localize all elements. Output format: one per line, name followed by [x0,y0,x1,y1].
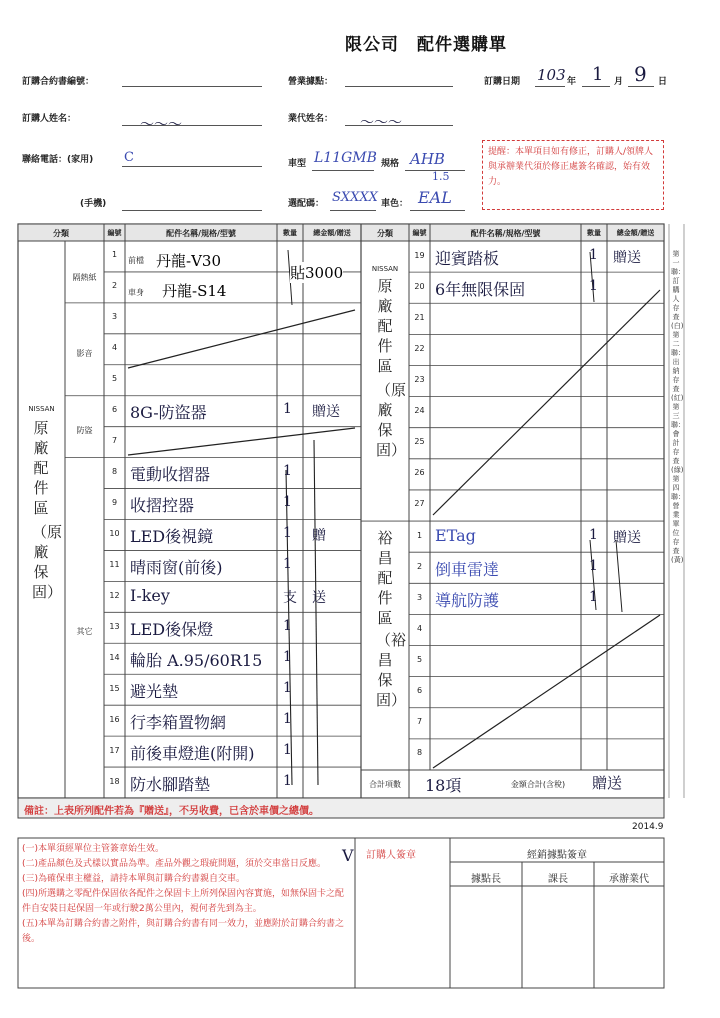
table-row [104,705,361,736]
row-number: 23 [414,375,425,385]
branch-label: 營業據點： [288,77,334,87]
row-number: 6 [416,686,423,696]
spec-value: AHB [410,150,445,168]
table-row [409,708,664,739]
row-amount: 贈送 [613,529,641,546]
order-date-day: 9 [634,62,647,86]
row-number: 7 [111,436,118,446]
row-part-name: 輪胎 A.95/60R15 [130,650,263,670]
customer-label: 訂購人姓名： [22,114,77,124]
row-number: 1 [416,530,423,540]
row-number: 12 [109,590,120,600]
right-a-subtitle: （原廠保固） [376,381,407,459]
row-number: 6 [111,405,118,415]
header-qty-right: 數量 [587,229,601,237]
table-row [104,489,361,520]
row-number: 8 [416,748,423,758]
table-row [104,458,361,489]
table-row [409,614,664,645]
row-number: 5 [416,655,423,665]
table-row [409,397,664,428]
row-qty: 1 [283,401,292,418]
row-part-name: LED後視鏡 [130,526,214,546]
header-qty-left: 數量 [283,229,297,237]
table-row [104,520,361,551]
row-qty: 1 [283,772,292,789]
row-part-name: 8G-防盜器 [130,403,207,423]
header-amount-left: 總金額/贈送 [313,229,351,237]
header-number-right: 編號 [412,229,427,237]
row-amount: 贈送 [613,249,641,266]
table-row [409,365,664,396]
row-qty: 1 [589,246,598,263]
sales-rep-label: 承辦業代 [609,874,649,885]
term-5: (五)本單為訂購合約書之附件，與訂購合約書有同一效力，並應附於訂購合約書之後。 [22,919,345,944]
row-part-name: 6年無限保固 [435,279,526,299]
row-number: 2 [416,561,423,571]
form-version: 2014.9 [632,822,664,832]
row-number: 13 [109,621,120,631]
row-number: 3 [416,592,423,602]
row-number: 1 [111,250,118,260]
row-number: 15 [109,683,120,693]
row-qty: 支 [283,589,297,606]
color-value: EAL [418,188,452,207]
row-number: 19 [414,250,425,260]
table-row [104,643,361,674]
subcategory-audio: 影音 [76,349,93,358]
right-b-subtitle: （裕昌保固） [376,631,407,709]
order-date-month: 1 [592,64,604,85]
table-row [104,736,361,767]
row-qty: 1 [283,524,292,541]
header-part-name-left: 配件名稱/規格/型號 [166,229,236,238]
header-number-left: 編號 [107,229,122,237]
remark-text: 備註：上表所列配件若為『贈送』，不另收費，已含於車價之總價。 [24,806,319,817]
table-row [409,272,664,303]
table-row [409,490,664,521]
buyer-signature-area[interactable] [356,862,449,987]
row-number: 8 [111,467,118,477]
month-suffix: 月 [614,77,624,87]
page-title: 限公司 配件選購單 [345,35,507,55]
row-qty: 1 [283,648,292,665]
left-section-title: 原廠配件區 [33,419,49,517]
row-part-name: 迎賓踏板 [435,248,500,268]
row-number: 26 [414,468,425,478]
side-copy-text: 第一聯：訂購人存查(白) 第二聯：出納存查(紅) 第三聯：會計存查(綠) 第四聯：營業單位存查(黃) [671,250,685,564]
table-row [409,303,664,334]
term-3: (三)為確保車主權益，請持本單與訂購合約書親自交車。 [22,874,246,884]
row-qty: 1 [283,494,292,511]
row-number: 4 [111,343,118,353]
table-row [409,646,664,677]
agent-value: ～～～ [360,115,402,131]
table-row [104,674,361,705]
row-number: 24 [414,406,425,416]
table-row [104,550,361,581]
table-row [409,334,664,365]
row-number: 9 [111,498,118,508]
table-row [104,365,361,396]
row-prefix-front: 前檔 [128,256,144,265]
table-row [409,739,664,770]
phone-home-value: C [124,150,134,165]
table-row [409,459,664,490]
row-part-name: 晴雨窗(前後) [130,557,223,577]
table-row [409,552,664,583]
row-number: 3 [111,312,118,322]
header-category-left: 分類 [53,229,69,238]
contract-no-label: 訂購合約書編號： [22,77,95,87]
table-row [409,521,664,552]
table-row [409,428,664,459]
term-1: (一)本單須經單位主管簽章始生效。 [22,844,165,854]
table-row [104,427,361,458]
row-qty: 1 [589,588,598,605]
branch-manager-label: 據點長 [471,874,501,885]
row-qty: 1 [283,555,292,572]
row-part-name: 避光墊 [130,681,179,701]
row-number: 18 [109,776,120,786]
typed-film-price: 貼3000 [290,264,344,282]
row-number: 27 [414,499,425,509]
row-number: 11 [109,559,120,569]
model-label: 車型 [288,159,307,169]
row-qty: 1 [589,526,598,543]
total-count-label: 合計項數 [369,780,401,789]
row-part-name: 倒車雷達 [435,559,500,579]
subcategory-theft: 防盜 [76,426,93,435]
phone-mobile-label: (手機) [80,199,107,209]
row-number: 7 [416,717,423,727]
branch-manager-signature-area[interactable] [451,887,521,987]
agent-label: 業代姓名： [288,114,334,124]
row-part-name: LED後保燈 [130,619,214,639]
row-number: 25 [414,437,425,447]
typed-body-film: 丹龍-S14 [162,282,227,300]
row-amount: 贈 [312,527,326,544]
order-date-year: 103 [537,66,566,84]
color-label: 車色： [381,199,409,209]
subcategory-insulation: 隔熱紙 [72,273,97,282]
section-chief-signature-area[interactable] [523,887,593,987]
total-sum-value: 贈送 [592,774,623,792]
row-qty: 1 [589,557,598,574]
row-qty: 1 [283,710,292,727]
row-qty: 1 [589,277,598,294]
row-qty: 1 [283,679,292,696]
table-row [409,241,664,272]
right-a-title: 原廠配件區 [377,277,393,375]
sales-rep-signature-area[interactable] [595,887,663,987]
row-part-name: ETag [435,525,476,545]
row-qty: 1 [283,617,292,634]
row-number: 14 [109,652,120,662]
day-suffix: 日 [658,77,668,87]
terms-list [22,842,347,947]
row-number: 10 [109,528,120,538]
dealer-signature-label: 經銷據點簽章 [527,850,587,861]
header-amount-right: 總金額/贈送 [616,229,655,237]
row-part-name: 導航防護 [435,590,500,610]
section-chief-label: 課長 [548,874,568,885]
right-a-brand: NISSAN [371,265,399,273]
table-row [104,612,361,643]
table-row [409,583,664,614]
left-section-subtitle: （原廠保固） [32,523,63,601]
row-number: 2 [111,281,118,291]
row-part-name: 行李箱置物網 [130,712,227,732]
row-number: 17 [109,745,120,755]
table-row [104,334,361,365]
term-2: (二)產品顏色及式樣以實品為準。產品外觀之瑕疵問題，須於交車當日反應。 [22,859,327,869]
plate-label: 選配碼： [288,199,325,209]
order-date-label: 訂購日期 [484,77,521,87]
row-part-name: 收摺控器 [130,496,195,516]
table-row [104,396,361,427]
buyer-signature-label: 訂購人簽章 [366,850,416,861]
header-part-name-right: 配件名稱/規格/型號 [470,229,541,238]
right-b-title: 裕昌配件區 [377,529,393,627]
table-row [104,303,361,334]
header-category-right: 分類 [377,229,393,238]
row-part-name: 前後車燈進(附開) [130,743,255,763]
buyer-signature-mark: V [342,846,354,865]
table-row [409,677,664,708]
row-number: 4 [416,623,423,633]
table-row [104,767,361,798]
table-row [104,581,361,612]
row-number: 21 [414,312,425,322]
row-qty: 1 [283,463,292,480]
row-part-name: 電動收摺器 [130,465,211,485]
plate-value: SXXXX [332,190,378,205]
total-count-value: 18項 [425,776,462,795]
row-part-name: 防水腳踏墊 [130,774,211,794]
reminder-text: 提醒：本單項目如有修正，訂購人/領牌人與承辦業代須於修正處簽名確認，始有效力。 [488,147,654,187]
row-number: 20 [414,281,425,291]
spec-note: 1.5 [432,170,450,183]
row-qty: 1 [283,741,292,758]
row-number: 22 [414,343,425,353]
total-sum-label: 金額合計(含稅) [510,780,566,789]
row-number: 5 [111,374,118,384]
year-suffix: 年 [567,77,577,87]
row-amount: 贈送 [312,404,340,421]
subcategory-other: 其它 [76,627,93,636]
term-4: (四)所選購之零配件保固依各配件之保固卡上所列保固內容實施，如無保固卡之配件自安裝日起保固一年或行駛2萬公里內，視何者先到為主。 [22,889,345,914]
row-part-name: I-key [130,585,170,605]
customer-value: ～～～ [140,117,182,133]
typed-front-film: 丹龍-V30 [156,252,221,270]
model-value: L11GMB [314,150,377,166]
phone-home-label: 聯絡電話：(家用) [22,155,94,165]
row-prefix-body: 車身 [128,288,144,297]
spec-label: 規格 [381,159,400,169]
row-number: 16 [109,714,120,724]
left-brand: NISSAN [28,405,55,413]
row-amount: 送 [312,589,326,606]
